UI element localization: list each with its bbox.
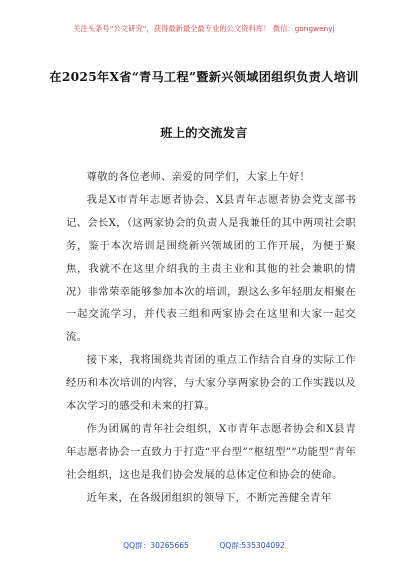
paragraph: 接下来，我将围绕共青团的重点工作结合自身的实际工作经历和本次培训的内容，与大家分享两家协会的工作实践以及本次学习的感受和未来的打算。	[66, 354, 356, 413]
document-body	[66, 166, 356, 510]
paragraph: 我是X市青年志愿者协会、X县青年志愿者协会党支部书记、会长X，（这两家协会的负责人是我兼任的其中两项社会职务，鉴于本次培训是围绕新兴领域团的工作开展，为便于聚焦，我就不在这里介绍我的主责主业和其他的社会兼职的情况）非常荣幸能够参加本次的培训，跟这么多年轻朋友相聚在一起交流学习，并代表三组和两家协会在这里和大家一起交流。	[66, 193, 356, 344]
paragraph: 作为团属的青年社会组织，X市青年志愿者协会和X县青年志愿者协会一直致力于打造“平台型”“枢纽型”“功能型”青年社会组织，这也是我们协会发展的总体定位和协会的使命。	[66, 422, 356, 481]
footer-qq-group-2: QQ群:535304092	[219, 541, 285, 550]
document-subtitle: 班上的交流发言	[160, 126, 248, 140]
footer-qq-group-1: QQ群：30265665	[123, 541, 189, 550]
paragraph: 近年来，在各级团组织的领导下，不断完善健全青年	[86, 491, 332, 504]
paragraph-greeting: 尊敬的各位老师、亲爱的同学们，大家上午好！	[86, 171, 311, 183]
document-title: 在2025年X省“青马工程”暨新兴领域团组织负责人培训	[49, 70, 359, 84]
header-banner: 关注头条号“公文研究”，获得最新最全最专业的公文资料库！ 微信：gongwenyj	[73, 24, 335, 33]
footer	[0, 540, 408, 551]
